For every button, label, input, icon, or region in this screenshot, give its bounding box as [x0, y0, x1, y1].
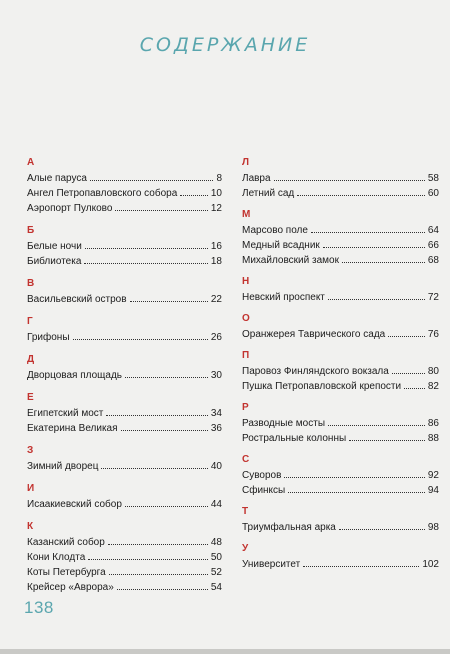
entry-page-number: 66: [427, 240, 439, 251]
dot-leader: [404, 379, 425, 389]
entry-page-number: 102: [422, 559, 439, 570]
toc-entry[interactable]: [242, 379, 439, 394]
dot-leader: [328, 290, 425, 300]
entry-title: Белые ночи: [27, 241, 82, 252]
entry-page-number: 92: [427, 470, 439, 481]
entry-title: Казанский собор: [27, 537, 105, 548]
toc-entry[interactable]: [242, 468, 439, 483]
toc-entry[interactable]: [242, 223, 439, 238]
entry-page-number: 64: [427, 225, 439, 236]
toc-entry[interactable]: [27, 497, 222, 512]
toc-section: [242, 543, 439, 572]
dot-leader: [130, 292, 208, 302]
toc-section: [27, 157, 222, 216]
dot-leader: [88, 550, 208, 560]
entry-page-number: 18: [210, 256, 222, 267]
toc-section: [27, 445, 222, 474]
toc-entry[interactable]: [27, 550, 222, 565]
toc-entry[interactable]: [242, 186, 439, 201]
entry-page-number: 8: [216, 173, 222, 184]
entry-page-number: 52: [210, 567, 222, 578]
entry-page-number: 34: [210, 408, 222, 419]
dot-leader: [349, 431, 425, 441]
toc-entry[interactable]: [27, 330, 222, 345]
entry-page-number: 82: [427, 381, 439, 392]
dot-leader: [323, 238, 425, 248]
dot-leader: [342, 253, 425, 263]
dot-leader: [125, 368, 208, 378]
toc-entry[interactable]: [27, 406, 222, 421]
dot-leader: [180, 186, 208, 196]
toc-entry[interactable]: [27, 565, 222, 580]
entry-page-number: 86: [427, 418, 439, 429]
section-letter: К: [27, 521, 34, 532]
dot-leader: [106, 406, 208, 416]
toc-entry[interactable]: [27, 254, 222, 269]
dot-leader: [108, 535, 208, 545]
entry-title: Триумфальная арка: [242, 522, 336, 533]
toc-entry[interactable]: [27, 186, 222, 201]
section-letter: Б: [27, 225, 35, 236]
toc-section: [242, 454, 439, 498]
section-letter: У: [242, 543, 249, 554]
toc-entry[interactable]: [242, 364, 439, 379]
entry-title: Медный всадник: [242, 240, 320, 251]
entry-page-number: 72: [427, 292, 439, 303]
toc-left-column: [27, 157, 222, 604]
toc-entry[interactable]: [242, 253, 439, 268]
section-letter: В: [27, 278, 35, 289]
entry-page-number: 10: [210, 188, 222, 199]
dot-leader: [90, 171, 214, 181]
toc-entry[interactable]: [27, 421, 222, 436]
section-letter: П: [242, 350, 250, 361]
section-letter: А: [27, 157, 35, 168]
toc-entry[interactable]: [242, 290, 439, 305]
section-letter: Г: [27, 316, 33, 327]
toc-section: [27, 392, 222, 436]
dot-leader: [117, 580, 208, 590]
entry-page-number: 44: [210, 499, 222, 510]
toc-section: [242, 209, 439, 268]
entry-title: Библиотека: [27, 256, 82, 267]
section-letter: О: [242, 313, 250, 324]
page-title: СОДЕРЖАНИЕ: [139, 34, 311, 56]
entry-title: Летний сад: [242, 188, 295, 199]
dot-leader: [328, 416, 425, 426]
toc-section: [27, 316, 222, 345]
entry-title: Марсово поле: [242, 225, 308, 236]
entry-page-number: 22: [210, 294, 222, 305]
entry-title: Ангел Петропавловского собора: [27, 188, 178, 199]
dot-leader: [125, 497, 208, 507]
toc-entry[interactable]: [27, 535, 222, 550]
section-letter: С: [242, 454, 250, 465]
toc-entry[interactable]: [27, 239, 222, 254]
dot-leader: [392, 364, 425, 374]
entry-title: Коты Петербурга: [27, 567, 106, 578]
entry-title: Зимний дворец: [27, 461, 99, 472]
toc-section: [27, 278, 222, 307]
entry-title: Дворцовая площадь: [27, 370, 122, 381]
entry-page-number: 76: [427, 329, 439, 340]
section-letter: М: [242, 209, 251, 220]
entry-title: Университет: [242, 559, 301, 570]
dot-leader: [85, 239, 208, 249]
toc-section: [27, 521, 222, 595]
section-letter: И: [27, 483, 35, 494]
entry-page-number: 58: [427, 173, 439, 184]
dot-leader: [101, 459, 207, 469]
dot-leader: [288, 483, 425, 493]
toc-entry[interactable]: [242, 557, 439, 572]
entry-title: Михайловский замок: [242, 255, 339, 266]
entry-title: Екатерина Великая: [27, 423, 118, 434]
entry-title: Невский проспект: [242, 292, 325, 303]
toc-entry[interactable]: [27, 580, 222, 595]
entry-page-number: 60: [427, 188, 439, 199]
section-letter: З: [27, 445, 34, 456]
entry-page-number: 94: [427, 485, 439, 496]
page-edge: [0, 649, 450, 654]
toc-section: [27, 354, 222, 383]
entry-title: Аэропорт Пулково: [27, 203, 113, 214]
dot-leader: [121, 421, 208, 431]
toc-entry[interactable]: [242, 431, 439, 446]
toc-entry[interactable]: [242, 483, 439, 498]
toc-section: [27, 225, 222, 269]
entry-title: Крейсер «Аврора»: [27, 582, 114, 593]
dot-leader: [303, 557, 419, 567]
entry-page-number: 68: [427, 255, 439, 266]
entry-title: Кони Клодта: [27, 552, 86, 563]
entry-title: Египетский мост: [27, 408, 104, 419]
section-letter: Д: [27, 354, 35, 365]
toc-entry[interactable]: [27, 368, 222, 383]
toc-entry[interactable]: [242, 520, 439, 535]
toc-entry[interactable]: [242, 171, 439, 186]
entry-page-number: 26: [210, 332, 222, 343]
toc-entry[interactable]: [242, 416, 439, 431]
entry-title: Паровоз Финляндского вокзала: [242, 366, 389, 377]
entry-page-number: 48: [210, 537, 222, 548]
entry-title: Ростральные колонны: [242, 433, 347, 444]
toc-section: [242, 276, 439, 305]
section-letter: Р: [242, 402, 249, 413]
dot-leader: [115, 201, 207, 211]
toc-entry[interactable]: [27, 201, 222, 216]
entry-page-number: 98: [427, 522, 439, 533]
toc-section: [242, 402, 439, 446]
dot-leader: [339, 520, 425, 530]
entry-title: Грифоны: [27, 332, 70, 343]
dot-leader: [73, 330, 208, 340]
dot-leader: [311, 223, 425, 233]
entry-page-number: 16: [210, 241, 222, 252]
dot-leader: [109, 565, 208, 575]
entry-page-number: 50: [210, 552, 222, 563]
toc-section: [242, 506, 439, 535]
toc-right-column: [242, 157, 439, 580]
section-letter: Л: [242, 157, 250, 168]
entry-title: Пушка Петропавловской крепости: [242, 381, 402, 392]
entry-title: Васильевский остров: [27, 294, 127, 305]
entry-page-number: 12: [210, 203, 222, 214]
entry-title: Оранжерея Таврического сада: [242, 329, 386, 340]
entry-page-number: 88: [427, 433, 439, 444]
entry-page-number: 80: [427, 366, 439, 377]
entry-page-number: 30: [210, 370, 222, 381]
section-letter: Е: [27, 392, 34, 403]
entry-page-number: 54: [210, 582, 222, 593]
entry-title: Суворов: [242, 470, 282, 481]
entry-page-number: 36: [210, 423, 222, 434]
toc-section: [242, 350, 439, 394]
toc-entry[interactable]: [27, 171, 222, 186]
dot-leader: [297, 186, 425, 196]
entry-title: Алые паруса: [27, 173, 87, 184]
toc-section: [242, 157, 439, 201]
toc-entry[interactable]: [27, 459, 222, 474]
entry-title: Разводные мосты: [242, 418, 326, 429]
entry-title: Исаакиевский собор: [27, 499, 122, 510]
toc-section: [27, 483, 222, 512]
toc-section: [242, 313, 439, 342]
entry-title: Сфинксы: [242, 485, 286, 496]
toc-entry[interactable]: [242, 238, 439, 253]
section-letter: Н: [242, 276, 250, 287]
toc-entry[interactable]: [242, 327, 439, 342]
entry-page-number: 40: [210, 461, 222, 472]
page-number: 138: [24, 598, 54, 617]
dot-leader: [284, 468, 424, 478]
dot-leader: [84, 254, 208, 264]
section-letter: Т: [242, 506, 249, 517]
dot-leader: [274, 171, 425, 181]
toc-entry[interactable]: [27, 292, 222, 307]
entry-title: Лавра: [242, 173, 271, 184]
dot-leader: [388, 327, 425, 337]
